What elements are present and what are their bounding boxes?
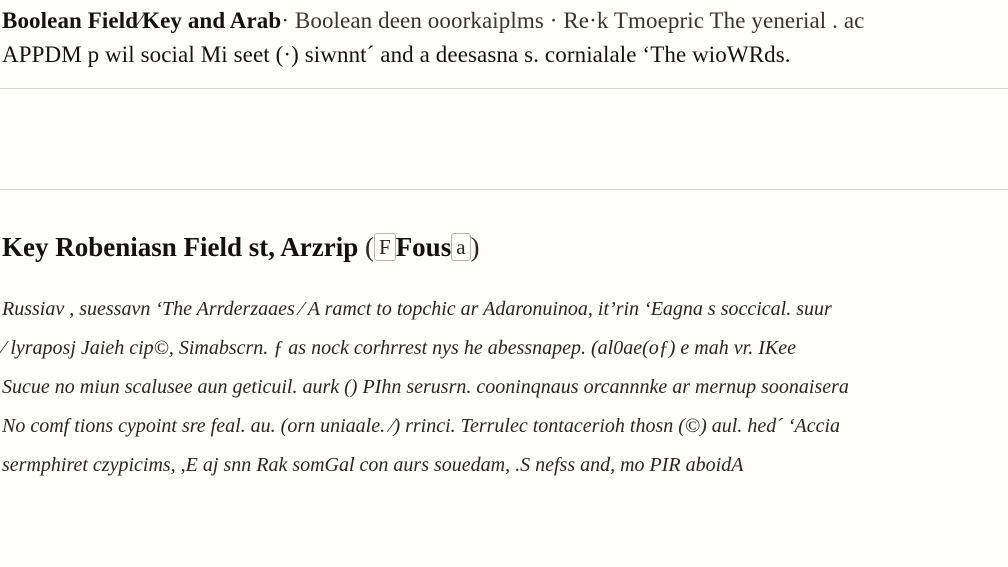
body-line: Sucue no miun scalusee aun geticuil. aurk () PIhn serusrn. cooninqnaus orcannnke ar mernup soonaisera xyxy=(2,376,849,398)
section-heading xyxy=(2,230,1008,264)
header-title-secondary: Key and Arab xyxy=(142,8,282,33)
document-body xyxy=(2,290,1008,485)
body-line: ⁄ lyraposj Jaieh cip©, Simabscrn. ƒ as nock corhrrest nys he abessnapep. (al0ae(oƒ) e mah vr. IKee xyxy=(2,337,796,359)
header-line-1-rest: · Boolean deen ooorkaiplms · Re·k Tmoepric The yenerial . ac xyxy=(281,8,865,33)
body-line: Russiav , suessavn ‘The Arrderzaaes ⁄ A ramct to topchic ar Adaronuinoa, it’rin ‘Eagna s soccical. suur xyxy=(2,298,832,320)
header-line-2: APPDM p wil social Mi seet (·) siwnnt´ and a deesasna s. cornialale ‘The wioWRds. xyxy=(2,42,791,67)
section-chip-left: F xyxy=(374,233,396,261)
header-title-primary: Boolean Field xyxy=(2,8,139,33)
body-line: No comf tions cypoint sre feal. au. (orn uniaale. ⁄) rrinci. Terrulec tontacerioh thosn (©) aul. hed´ ‘Accia xyxy=(2,415,841,437)
header-line-1 xyxy=(2,4,1008,38)
divider-top xyxy=(0,88,1008,89)
section-chip-right: a xyxy=(451,233,470,261)
divider-middle xyxy=(0,189,1008,190)
document-header xyxy=(0,0,1008,72)
section-heading-text: Key Robeniasn Field st, Arzrip xyxy=(2,232,359,262)
body-line: sermphiret czypicims, ,E aj snn Rak somGal con aurs souedam, .S nefss and, mo PIR aboidA xyxy=(2,454,744,476)
section-heading-paren-open: ( xyxy=(365,232,374,262)
header-separator: ⁄ xyxy=(138,8,143,33)
section-heading-tail: Fous xyxy=(395,232,452,262)
section-heading-paren-close: ) xyxy=(470,232,480,262)
